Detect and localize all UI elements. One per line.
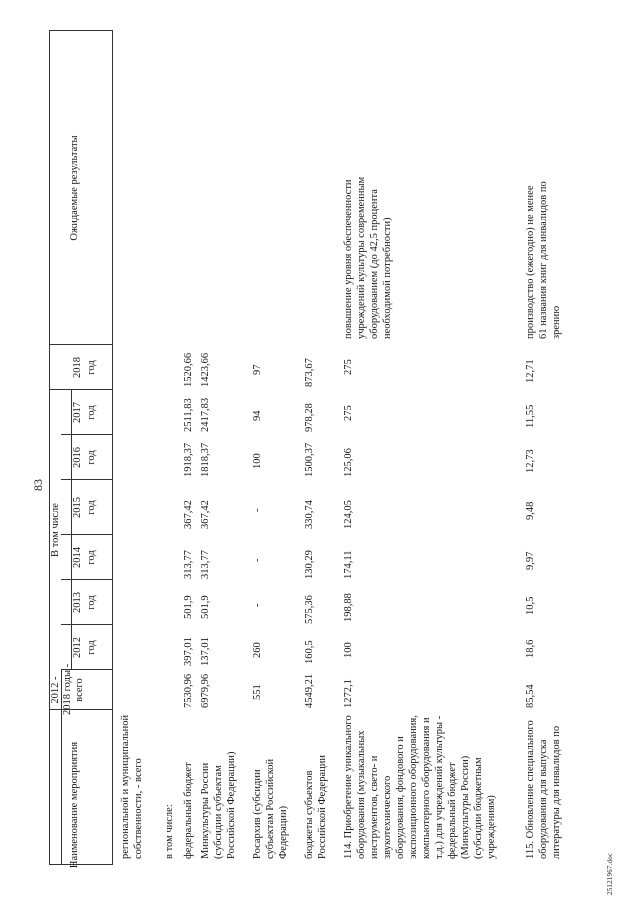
cell-value: 978,28	[304, 403, 315, 432]
row-label: Российской Федерации	[317, 755, 328, 859]
header-total-3: всего	[74, 678, 85, 702]
cell-value: 1520,66	[183, 352, 194, 387]
cell-value: 97	[252, 364, 263, 375]
cell-value: 198,88	[343, 593, 354, 622]
cell-value: 260	[252, 642, 263, 658]
year-2018: 2018	[72, 357, 83, 378]
cell-value: 18,6	[525, 639, 536, 658]
cell-value: 397,01	[183, 637, 194, 666]
cell-value: 10,5	[525, 596, 536, 615]
cell-value: 160,5	[304, 640, 315, 664]
year-unit: год	[86, 450, 97, 465]
header-total-1: 2012 -	[50, 676, 61, 704]
row-label: Российской Федерации)	[226, 751, 237, 859]
year-unit: год	[86, 550, 97, 565]
header-results: Ожидаемые результаты	[69, 135, 80, 241]
result-text: зрению	[551, 305, 562, 339]
cell-value: 125,06	[343, 448, 354, 477]
cell-value: 9,48	[525, 501, 536, 520]
cell-value: 313,77	[200, 550, 211, 579]
cell-value: 275	[343, 405, 354, 421]
year-unit: год	[86, 500, 97, 515]
row-label: оборудования, фондового и	[395, 736, 406, 859]
cell-value: 575,36	[304, 595, 315, 624]
row-label: инструментов, свето- и	[369, 755, 380, 859]
cell-value: -	[252, 508, 263, 512]
cell-value: 1918,37	[183, 442, 194, 477]
cell-value: 100	[343, 642, 354, 658]
row-label: оборудования для выпуска	[538, 739, 549, 859]
year-2012: 2012	[72, 637, 83, 658]
year-2016: 2016	[72, 447, 83, 468]
cell-value: 275	[343, 359, 354, 375]
row-label: собственности, - всего	[133, 758, 144, 859]
cell-value: 501,9	[183, 595, 194, 619]
cell-value: 124,05	[343, 500, 354, 529]
result-text: повышение уровня обеспеченности	[343, 179, 354, 339]
cell-total: 85,54	[525, 684, 536, 708]
cell-value: 12,73	[525, 449, 536, 473]
row-label: региональной и муниципальной	[120, 714, 131, 859]
result-text: 61 названия книг для инвалидов по	[538, 181, 549, 339]
year-2014: 2014	[72, 547, 83, 568]
cell-value: 367,42	[183, 500, 194, 529]
cell-value: 2417,83	[200, 397, 211, 432]
cell-total: 7530,96	[183, 673, 194, 708]
result-text: оборудованием (до 42,5 процента	[369, 189, 380, 339]
year-2013: 2013	[72, 592, 83, 613]
cell-value: 1423,66	[200, 352, 211, 387]
row-label: компьютерного оборудования и	[421, 717, 432, 859]
cell-value: -	[252, 603, 263, 607]
cell-value: 2511,83	[183, 398, 194, 432]
cell-value: 9,97	[525, 551, 536, 570]
row-label: Федерации)	[278, 805, 289, 859]
header-name: Наименование мероприятия	[69, 741, 80, 869]
row-label: (Минкультуры России)	[460, 755, 471, 859]
cell-value: 11,55	[525, 404, 536, 428]
row-label: субъектам Российской	[265, 758, 276, 859]
page-number: 83	[31, 479, 45, 491]
row-label: бюджеты субъектов	[304, 770, 315, 859]
row-label: звукотехнического	[382, 775, 393, 859]
cell-total: 6979,96	[200, 673, 211, 708]
cell-value: 313,77	[183, 550, 194, 579]
row-label: 114. Приобретение уникального	[343, 715, 354, 859]
cell-value: 12,71	[525, 359, 536, 383]
row-label: в том числе:	[164, 804, 175, 859]
result-text: производство (ежегодно) не менее	[525, 185, 536, 339]
header-including: В том числе	[50, 503, 61, 557]
cell-value: 367,42	[200, 500, 211, 529]
result-text: необходимой потребности)	[382, 217, 393, 339]
year-unit: год	[86, 360, 97, 375]
year-2017: 2017	[72, 402, 83, 423]
row-label: учреждениям)	[486, 795, 497, 859]
year-unit: год	[86, 405, 97, 420]
cell-total: 1272,1	[343, 679, 354, 708]
cell-value: 174,11	[343, 550, 354, 579]
cell-total: 4549,21	[304, 673, 315, 708]
row-label: (субсидии бюджетным	[473, 757, 484, 859]
cell-value: 137,01	[200, 637, 211, 666]
document-id: 25121967.doc	[606, 852, 614, 895]
year-unit: год	[86, 640, 97, 655]
result-text: учреждений культуры современным	[356, 176, 367, 339]
cell-value: 100	[252, 453, 263, 469]
cell-value: 873,67	[304, 358, 315, 387]
row-label: (субсидии субъектам	[213, 765, 224, 859]
cell-value: 94	[252, 410, 263, 421]
cell-value: 130,29	[304, 550, 315, 579]
row-label: экспозиционного оборудования,	[408, 715, 419, 859]
year-2015: 2015	[72, 497, 83, 518]
row-label: Минкультуры России	[200, 762, 211, 859]
cell-value: 1818,37	[200, 442, 211, 477]
row-label: Росархив (субсидии	[252, 769, 263, 859]
header-total-2: 2018 годы -	[62, 663, 73, 715]
cell-value: 501,9	[200, 595, 211, 619]
cell-total: 551	[252, 684, 263, 700]
row-label: федеральный бюджет	[183, 762, 194, 859]
row-label: т.д.) для учреждений культуры -	[434, 715, 445, 859]
row-label: оборудования (музыкальных	[356, 730, 367, 859]
cell-value: -	[252, 558, 263, 562]
cell-value: 330,74	[304, 500, 315, 529]
row-label: федеральный бюджет	[447, 762, 458, 859]
row-label: 115. Обновление специального	[525, 720, 536, 859]
row-label: литературы для инвалидов по	[551, 725, 562, 859]
header-bottom-border	[112, 31, 113, 865]
cell-value: 1500,37	[304, 442, 315, 477]
year-unit: год	[86, 595, 97, 610]
